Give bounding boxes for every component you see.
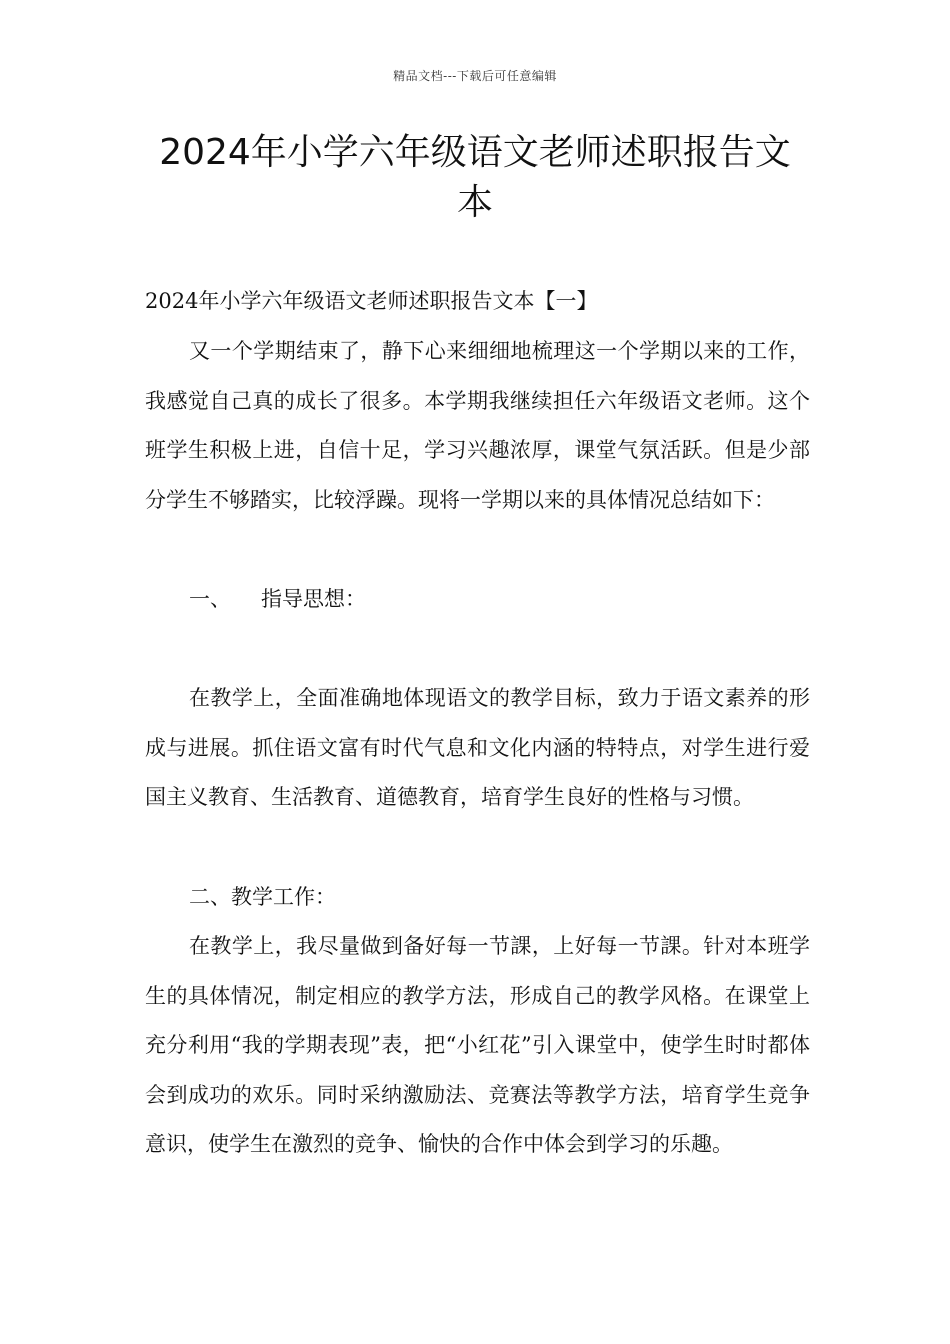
paragraph-guiding-thought: 在教学上，全面准确地体现语文的教学目标，致力于语文素养的形成与进展。抓住语文富有时代气息和文化内涵的特特点，对学生进行爱国主义教育、生活教育、道德教育，培育学生良好的性格与习惯。 [145, 686, 810, 809]
header-note: 精品文档---下载后可任意编辑 [393, 69, 557, 83]
heading-teaching-work: 二、教学工作： [189, 885, 336, 909]
heading-guiding-thought [145, 575, 810, 625]
document-title: 2024年小学六年级语文老师述职报告文本 [159, 132, 791, 223]
heading-label: 指导思想： [261, 587, 366, 611]
heading-number: 一、 [189, 587, 231, 611]
paragraph-intro: 又一个学期结束了，静下心来细细地梳理这一个学期以来的工作，我感觉自己真的成长了很多。本学期我继续担任六年级语文老师。这个班学生积极上进，自信十足，学习兴趣浓厚，课堂气氛活跃。但是少部分学生不够踏实，比较浮躁。现将一学期以来的具体情况总结如下： [145, 339, 810, 512]
section-subtitle: 2024年小学六年级语文老师述职报告文本【一】 [145, 289, 598, 313]
paragraph-teaching-work: 在教学上，我尽量做到备好每一节課，上好每一节課。针对本班学生的具体情况，制定相应的教学方法，形成自己的教学风格。在课堂上充分利用“我的学期表现”表，把“小红花”引入课堂中，使学生时时都体会到成功的欢乐。同时采纳激励法、竞赛法等教学方法，培育学生竞争意识，使学生在激烈的竞争、愉快的合作中体会到学习的乐趣。 [145, 934, 810, 1156]
